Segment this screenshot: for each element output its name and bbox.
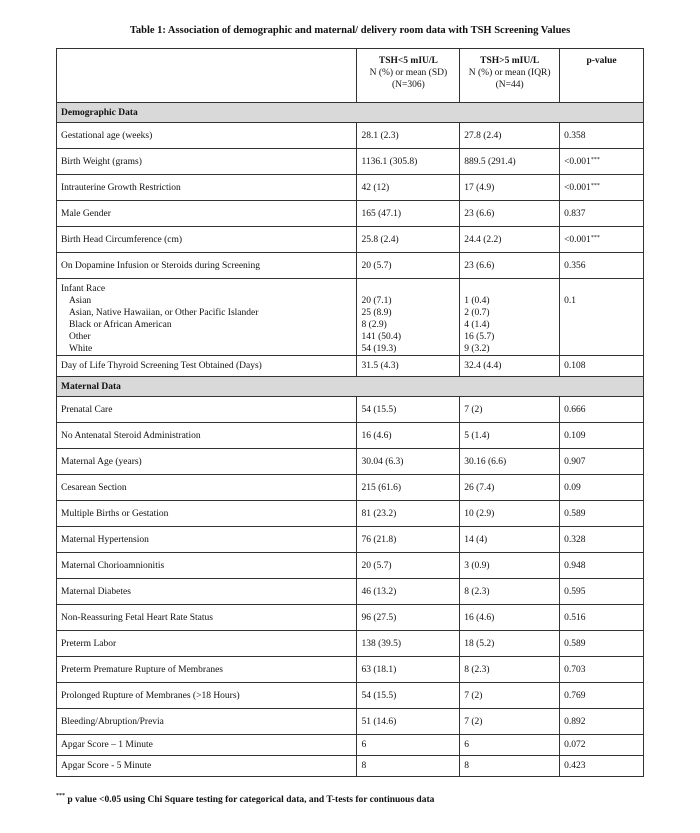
footnote	[56, 795, 434, 805]
row-pvalue	[560, 201, 644, 227]
race-item-label: Asian	[69, 296, 92, 306]
row-label: Birth Weight (grams)	[57, 149, 357, 175]
row-pvalue	[560, 449, 644, 475]
section-demographic-cell: Demographic Data	[57, 103, 644, 123]
row-label: Maternal Diabetes	[57, 579, 357, 605]
table-row	[57, 605, 644, 631]
pvalue-text: 0.666	[564, 404, 586, 415]
race-item-label: White	[69, 344, 93, 354]
race-item-tsh-high: 9 (3.2)	[464, 344, 490, 354]
row-pvalue	[560, 149, 644, 175]
row-label: Intrauterine Growth Restriction	[57, 175, 357, 201]
header-tsh-high	[460, 49, 560, 103]
pvalue-text: 0.072	[564, 740, 586, 750]
row-tsh-high-value: 8 (2.3)	[460, 657, 560, 683]
row-label: Multiple Births or Gestation	[57, 501, 357, 527]
table-header-row	[57, 49, 644, 103]
row-tsh-high-value: 24.4 (2.2)	[460, 227, 560, 253]
pvalue-text: <0.001	[564, 182, 591, 193]
row-tsh-high-value: 23 (6.6)	[460, 201, 560, 227]
table-row	[57, 553, 644, 579]
table-caption: Table 1: Association of demographic and maternal/ delivery room data with TSH Screening Values	[129, 25, 571, 36]
row-tsh-low-value: 42 (12)	[357, 175, 460, 201]
row-tsh-low-value: 30.04 (6.3)	[357, 449, 460, 475]
header-tsh-low-sub: N (%) or mean (SD)	[369, 68, 448, 78]
table-row	[57, 201, 644, 227]
row-pvalue	[560, 527, 644, 553]
pvalue-text: 0.516	[564, 612, 586, 623]
row-tsh-low-value: 54 (15.5)	[357, 397, 460, 423]
race-item-tsh-low: 20 (7.1)	[361, 296, 392, 306]
table-row-infant-race	[57, 279, 644, 356]
race-item-label: Black or African American	[69, 320, 172, 330]
tsh-table	[56, 48, 644, 777]
row-label: Male Gender	[57, 201, 357, 227]
table-row	[57, 527, 644, 553]
row-tsh-high-value: 3 (0.9)	[460, 553, 560, 579]
race-item-tsh-low: 8 (2.9)	[361, 320, 387, 330]
row-pvalue	[560, 423, 644, 449]
pvalue-text: 0.358	[564, 130, 586, 141]
row-label: Preterm Premature Rupture of Membranes	[57, 657, 357, 683]
table-row	[57, 475, 644, 501]
section-demographic	[57, 103, 644, 123]
pvalue-text: 0.595	[564, 586, 586, 597]
table-row	[57, 756, 644, 777]
row-pvalue	[560, 253, 644, 279]
row-tsh-low-value: 25.8 (2.4)	[357, 227, 460, 253]
table-row	[57, 397, 644, 423]
row-tsh-low-value: 8	[357, 756, 460, 777]
row-tsh-low-value: 51 (14.6)	[357, 709, 460, 735]
table-row	[57, 356, 644, 377]
row-label: No Antenatal Steroid Administration	[57, 423, 357, 449]
row-pvalue	[560, 227, 644, 253]
race-tsh-low-cell	[357, 279, 460, 356]
pvalue-text: 0.703	[564, 664, 586, 675]
pvalue-text: 0.837	[564, 208, 586, 219]
table-row	[57, 579, 644, 605]
race-spacer	[564, 283, 639, 295]
race-spacer	[361, 283, 455, 295]
row-pvalue	[560, 735, 644, 756]
row-tsh-low-value: 76 (21.8)	[357, 527, 460, 553]
row-pvalue	[560, 553, 644, 579]
row-pvalue	[560, 175, 644, 201]
row-tsh-high-value: 14 (4)	[460, 527, 560, 553]
pvalue-text: 0.589	[564, 508, 586, 519]
pvalue-text: 0.328	[564, 534, 586, 545]
row-pvalue	[560, 579, 644, 605]
row-tsh-high-value: 32.4 (4.4)	[460, 356, 560, 377]
row-label: Bleeding/Abruption/Previa	[57, 709, 357, 735]
table-row	[57, 227, 644, 253]
race-tsh-high-cell	[460, 279, 560, 356]
table-row	[57, 683, 644, 709]
row-label: Non-Reassuring Fetal Heart Rate Status	[57, 605, 357, 631]
row-tsh-low-value: 28.1 (2.3)	[357, 123, 460, 149]
row-tsh-low-value: 54 (15.5)	[357, 683, 460, 709]
row-tsh-low-value: 138 (39.5)	[357, 631, 460, 657]
row-tsh-low-value: 6	[357, 735, 460, 756]
row-tsh-low-value: 16 (4.6)	[357, 423, 460, 449]
race-item-tsh-low: 141 (50.4)	[361, 332, 402, 342]
row-label: Day of Life Thyroid Screening Test Obtained (Days)	[57, 356, 357, 377]
row-tsh-low-value: 165 (47.1)	[357, 201, 460, 227]
row-tsh-high-value: 10 (2.9)	[460, 501, 560, 527]
row-tsh-high-value: 7 (2)	[460, 683, 560, 709]
row-pvalue	[560, 709, 644, 735]
race-item-label: Asian, Native Hawaiian, or Other Pacific Islander	[69, 308, 259, 318]
row-tsh-low-value: 20 (5.7)	[357, 253, 460, 279]
table-row	[57, 253, 644, 279]
row-label: Prolonged Rupture of Membranes (>18 Hours)	[57, 683, 357, 709]
table-row	[57, 735, 644, 756]
row-pvalue	[560, 657, 644, 683]
table-row	[57, 501, 644, 527]
row-label: Prenatal Care	[57, 397, 357, 423]
table-row	[57, 631, 644, 657]
row-tsh-high-value: 26 (7.4)	[460, 475, 560, 501]
row-tsh-low-value: 46 (13.2)	[357, 579, 460, 605]
race-pvalue-cell	[560, 279, 644, 356]
row-label: Maternal Chorioamnionitis	[57, 553, 357, 579]
row-label: Maternal Hypertension	[57, 527, 357, 553]
pvalue-text: 0.907	[564, 456, 586, 467]
row-tsh-high-value: 5 (1.4)	[460, 423, 560, 449]
row-pvalue	[560, 397, 644, 423]
row-label: Preterm Labor	[57, 631, 357, 657]
table-row	[57, 149, 644, 175]
row-tsh-high-value: 17 (4.9)	[460, 175, 560, 201]
pvalue-text: 0.769	[564, 690, 586, 701]
table-row	[57, 423, 644, 449]
header-pvalue	[560, 49, 644, 103]
row-tsh-high-value: 7 (2)	[460, 397, 560, 423]
row-label: Cesarean Section	[57, 475, 357, 501]
row-tsh-low-value: 31.5 (4.3)	[357, 356, 460, 377]
header-tsh-high-n: (N=44)	[495, 80, 524, 90]
row-label: On Dopamine Infusion or Steroids during Screening	[57, 253, 357, 279]
table-row	[57, 657, 644, 683]
row-tsh-low-value: 20 (5.7)	[357, 553, 460, 579]
row-tsh-high-value: 6	[460, 735, 560, 756]
row-label: Apgar Score - 5 Minute	[57, 756, 357, 777]
header-tsh-low-title: TSH<5 mIU/L	[378, 56, 438, 66]
row-tsh-low-value: 96 (27.5)	[357, 605, 460, 631]
table-row	[57, 123, 644, 149]
header-tsh-high-sub: N (%) or mean (IQR)	[468, 68, 551, 78]
row-pvalue	[560, 123, 644, 149]
row-tsh-low-value: 215 (61.6)	[357, 475, 460, 501]
row-pvalue	[560, 683, 644, 709]
pvalue-text: 0.892	[564, 716, 586, 727]
row-tsh-high-value: 30.16 (6.6)	[460, 449, 560, 475]
significance-mark: ***	[590, 156, 600, 163]
race-item-label: Other	[69, 332, 91, 342]
footnote-mark: ***	[56, 793, 65, 799]
row-tsh-high-value: 8	[460, 756, 560, 777]
pvalue-text: <0.001	[564, 234, 591, 245]
row-tsh-high-value: 8 (2.3)	[460, 579, 560, 605]
row-pvalue	[560, 356, 644, 377]
row-tsh-high-value: 16 (4.6)	[460, 605, 560, 631]
row-label: Birth Head Circumference (cm)	[57, 227, 357, 253]
race-label-cell	[57, 279, 357, 356]
row-tsh-high-value: 889.5 (291.4)	[460, 149, 560, 175]
race-spacer	[464, 283, 555, 295]
pvalue-text: 0.356	[564, 260, 586, 271]
section-maternal-cell: Maternal Data	[57, 377, 644, 397]
table-row	[57, 709, 644, 735]
row-tsh-high-value: 18 (5.2)	[460, 631, 560, 657]
table-row	[57, 449, 644, 475]
significance-mark: ***	[590, 234, 600, 241]
pvalue-text: 0.109	[564, 430, 586, 441]
row-pvalue	[560, 756, 644, 777]
pvalue-text: <0.001	[564, 156, 591, 167]
header-pvalue-title: p-value	[586, 56, 617, 66]
header-tsh-low	[357, 49, 460, 103]
row-tsh-high-value: 23 (6.6)	[460, 253, 560, 279]
row-pvalue	[560, 501, 644, 527]
pvalue-text: 0.589	[564, 638, 586, 649]
row-label: Gestational age (weeks)	[57, 123, 357, 149]
table-row	[57, 175, 644, 201]
section-maternal	[57, 377, 644, 397]
pvalue-text: 0.09	[564, 482, 581, 493]
race-pvalue: 0.1	[564, 296, 576, 306]
significance-mark: ***	[590, 182, 600, 189]
row-tsh-low-value: 63 (18.1)	[357, 657, 460, 683]
race-item-tsh-low: 25 (8.9)	[361, 308, 392, 318]
row-tsh-low-value: 1136.1 (305.8)	[357, 149, 460, 175]
row-tsh-low-value: 81 (23.2)	[357, 501, 460, 527]
race-item-tsh-low: 54 (19.3)	[361, 344, 397, 354]
race-heading: Infant Race	[61, 284, 106, 294]
race-item-tsh-high: 4 (1.4)	[464, 320, 490, 330]
row-pvalue	[560, 605, 644, 631]
row-label: Maternal Age (years)	[57, 449, 357, 475]
pvalue-text: 0.423	[564, 761, 586, 771]
row-pvalue	[560, 475, 644, 501]
pvalue-text: 0.108	[564, 361, 586, 371]
race-item-tsh-high: 2 (0.7)	[464, 308, 490, 318]
row-label: Apgar Score – 1 Minute	[57, 735, 357, 756]
row-tsh-high-value: 27.8 (2.4)	[460, 123, 560, 149]
race-item-tsh-high: 1 (0.4)	[464, 296, 490, 306]
race-item-tsh-high: 16 (5.7)	[464, 332, 495, 342]
footnote-text: p value <0.05 using Chi Square testing for categorical data, and T-tests for continuous data	[67, 795, 435, 805]
row-tsh-high-value: 7 (2)	[460, 709, 560, 735]
header-tsh-low-n: (N=306)	[391, 80, 425, 90]
header-tsh-high-title: TSH>5 mIU/L	[480, 56, 540, 66]
header-empty-cell	[57, 49, 357, 103]
pvalue-text: 0.948	[564, 560, 586, 571]
row-pvalue	[560, 631, 644, 657]
